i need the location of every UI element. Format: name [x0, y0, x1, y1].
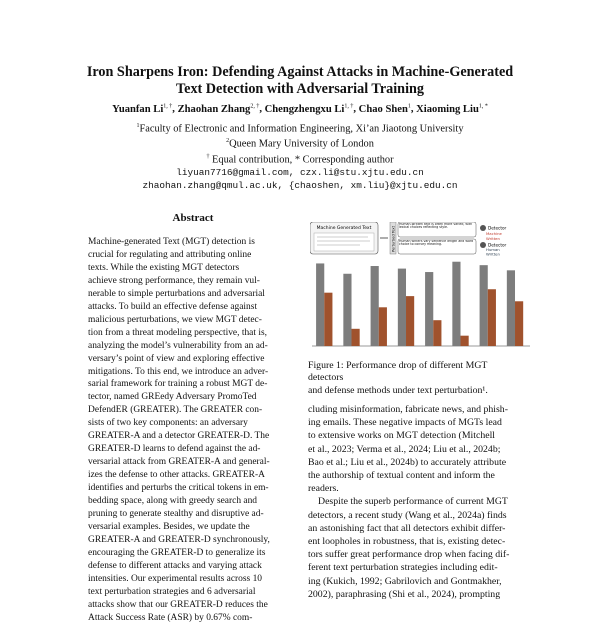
body-line: tors suffer great performance drop when facing dif- — [308, 549, 510, 561]
abstract-line: analyzing the model’s vulnerability from an ad- — [88, 340, 268, 351]
intro-body — [308, 403, 513, 601]
abstract-line: identifies and perturbs the critical tokens in em- — [88, 483, 269, 494]
abstract-line: GREATER-A and a detector GREATER-D. The — [88, 431, 270, 442]
bar-original-d8 — [507, 270, 515, 346]
detector-legend — [480, 225, 507, 257]
bar-perturbed-d2 — [352, 329, 360, 346]
bar-perturbed-d4 — [406, 296, 414, 346]
bar-original-d6 — [452, 262, 460, 346]
abstract-line: encouraging the GREATER-D to generalize its — [88, 547, 266, 558]
bar-perturbed-d5 — [433, 320, 441, 346]
affiliation: $^1$Faculty of Electronic and Information Engineering, Xi’an Jiaotong University — [136, 123, 464, 135]
body-line: et al., 2023; Verma et al., 2024; Liu et al., 2024b; — [308, 443, 501, 455]
figure-1 — [310, 222, 532, 350]
legend-label: Detector — [488, 225, 507, 231]
bar-perturbed-d7 — [488, 289, 496, 346]
abstract-line: versary’s point of view and exploring effective — [88, 353, 265, 364]
paper-title — [0, 64, 600, 97]
bar-original-d3 — [371, 266, 379, 346]
mgt-box-title: Machine Generated Text — [316, 226, 372, 231]
abstract-line: nerable to simple perturbations and adversarial — [88, 288, 265, 299]
body-line: ing (Kukich, 1992; Gabrilovich and Gontmakher, — [308, 575, 502, 587]
caption-line: and defense methods under text perturbation¹. — [308, 384, 488, 396]
abstract-line: DefendER (GREATER). The GREATER con- — [88, 405, 263, 416]
perturbed-label: Perturbed Text — [391, 225, 396, 252]
abstract-line: intensities. Our experimental results across 10 — [88, 573, 263, 584]
author: Yuanfan $Li^{1, \dagger}$ — [112, 103, 173, 115]
abstract-line: izes the defense to other attacks. GREATER-A — [88, 470, 265, 481]
abstract-line: bedding space, along with greedy search and — [88, 496, 258, 507]
bar-original-d1 — [316, 263, 324, 346]
abstract-line: texts. While the existing MGT detectors — [88, 262, 240, 273]
bar-perturbed-d3 — [379, 307, 387, 346]
mgt-text-snippet — [314, 233, 374, 251]
abstract-line: pruning to generate stealthy and disruptive ad- — [88, 509, 264, 520]
abstract-line: sarial framework for training a robust MGT de- — [88, 379, 268, 390]
email-line: zhaohan.zhang@qmul.ac.uk, {chaoshen, xm.liu}@xjtu.edu.cn — [142, 180, 458, 192]
body-line: ferent text perturbation strategies including edit- — [308, 562, 498, 574]
author: Chengzhengxu $Li^{1, \dagger}$ — [264, 103, 354, 115]
abstract-line: text perturbation strategies and 6 adversarial — [88, 586, 256, 597]
abstract-line: GREATER-A and GREATER-D synchronously, — [88, 534, 270, 545]
author: Xiaoming Liu$^{1, *}$ — [416, 103, 488, 115]
body-line: ing emails. These negative impacts of MGTs lead — [308, 417, 502, 429]
title-line: Text Detection with Adversarial Training — [175, 80, 424, 97]
abstract-line: versarial examples. Besides, we update the — [88, 521, 250, 532]
legend-sub: Written — [486, 236, 500, 241]
abstract-line: attacks show that our GREATER-D reduces the — [88, 599, 268, 610]
bar-original-d5 — [425, 272, 433, 346]
bar-original-d2 — [343, 274, 351, 346]
abstract-line: versarial attack from GREATER-A and general- — [88, 457, 270, 468]
legend-sub: Human — [486, 247, 500, 252]
note-bottom: Human writers vary sentence length and word choice to convey meaning. — [399, 239, 474, 247]
abstract-line: GREATER-D learns to defend against the ad- — [88, 444, 261, 455]
legend-sub: Machine — [486, 231, 502, 236]
body-line: cluding misinformation, fabricate news, and phish- — [308, 404, 508, 415]
body-line: the authorship of textual content and inform the — [308, 470, 495, 482]
caption-line: Figure 1: Performance drop of different MGT detectors — [308, 360, 488, 384]
body-line: 2002), paraphrasing (Shi et al., 2024), prompting — [308, 588, 501, 600]
abstract-heading: Abstract — [172, 212, 214, 224]
email-line: liyuan7716@gmail.com, czx.li@stu.xjtu.edu.cn — [176, 167, 424, 179]
body-line: Bao et al.; Liu et al., 2024b) to accurately attribute — [308, 456, 507, 468]
bar-perturbed-d6 — [461, 336, 469, 346]
body-line: Despite the superb performance of current MGT — [318, 496, 508, 508]
abstract-line: tector, named GREedy Adversary PromoTed — [88, 392, 257, 403]
legend-label: Detector — [488, 242, 507, 248]
abstract-line: mitigations. To this end, we introduce an adver- — [88, 366, 269, 377]
figure-caption — [308, 360, 513, 397]
abstract-line: crucial for regulating and attributing online — [88, 249, 252, 260]
abstract-line: sists of two key components: an adversary — [88, 418, 248, 429]
abstract-line: Attack Success Rate (ASR) by 0.67% com- — [88, 612, 253, 623]
author-list: Yuanfan $Li^{1, \dagger}$, Zhaohan Zhang$^{2, \dagger}$, Chengzhengxu $Li^{1, \dagger}$, Chao Shen$^1$, Xiaoming Liu$^{1, *}$ — [112, 103, 488, 115]
body-line: readers. — [308, 483, 339, 495]
bar-perturbed-d1 — [324, 293, 332, 346]
author: Zhaohan Zhang$^{2, \dagger}$ — [177, 103, 260, 115]
bar-chart — [312, 262, 530, 346]
bar-original-d7 — [480, 265, 488, 346]
affiliation: $^2$Queen Mary University of London — [226, 138, 374, 150]
abstract-body — [88, 236, 295, 625]
note-top: Human-written text is often more varied, with lexical choices reflecting style. — [399, 222, 473, 230]
affiliations — [0, 120, 600, 192]
abstract-line: malicious perturbations, we view MGT detec- — [88, 314, 262, 325]
body-line: an astonishing fact that all detectors exhibit differ- — [308, 522, 506, 534]
abstract-line: tion from a threat modeling perspective, that is, — [88, 327, 267, 338]
body-line: detectors, a recent study (Wang et al., 2024a) finds — [308, 509, 507, 521]
body-line: ent loopholes in robustness, that is, existing detec- — [308, 536, 506, 548]
bar-perturbed-d8 — [515, 301, 523, 346]
affiliation: † Equal contribution, * Corresponding author — [206, 153, 394, 166]
abstract-line: achieve strong performance, they remain vul- — [88, 275, 260, 286]
abstract-line: Machine-generated Text (MGT) detection is — [88, 237, 255, 247]
abstract-line: attacks. To build an effective defense against — [88, 301, 258, 312]
body-line: to extensive works on MGT detection (Mitchell — [308, 430, 496, 442]
title-line: Iron Sharpens Iron: Defending Against Attacks in Machine-Generated — [86, 64, 514, 80]
abstract-line: defense to different attacks and varying attack — [88, 560, 262, 571]
bar-original-d4 — [398, 269, 406, 346]
legend-sub: Written — [486, 251, 500, 257]
author: Chao Shen$^1$ — [358, 103, 411, 115]
